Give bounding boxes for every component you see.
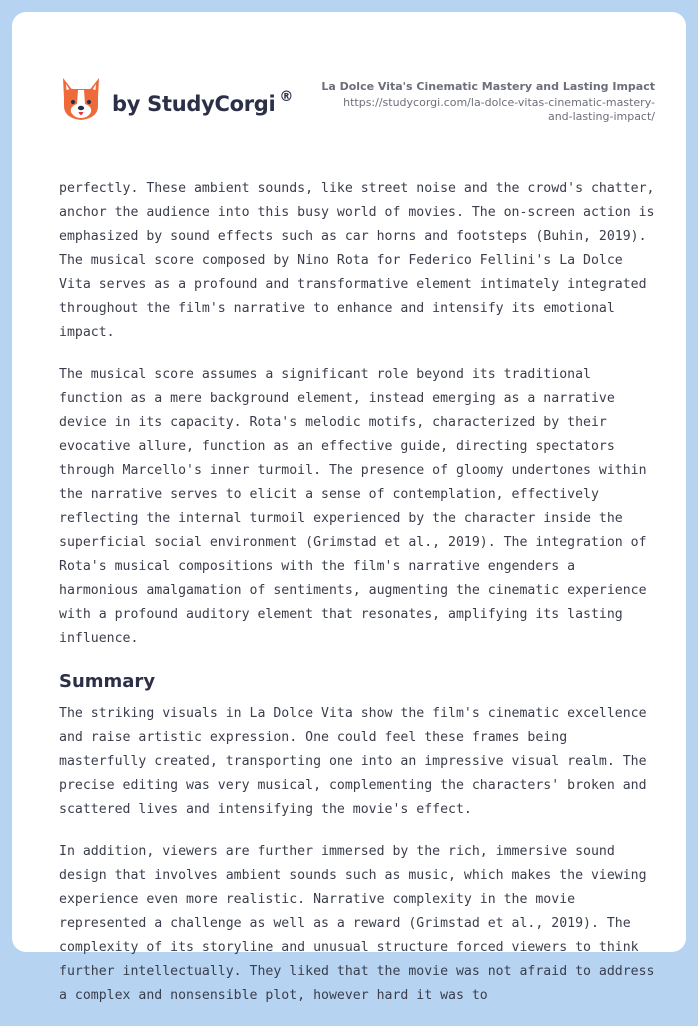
studycorgi-logo[interactable]	[60, 76, 293, 124]
brand-text: by StudyCorgi	[112, 91, 276, 116]
section-heading-summary: Summary	[59, 671, 156, 692]
body-paragraph: perfectly. These ambient sounds, like street noise and the crowd's chatter, anchor the audience into this busy world of movies. The on-screen action is emphasized by sound effects such as car horns and footsteps (Buhin, 2019). The musical score composed by Nino Rota for Federico Fellini's La Dolce Vita serves as a profound and transformative element intimately integrated throughout the film's narrative to enhance and intensify its emotional impact.	[59, 181, 655, 340]
body-paragraph: The musical score assumes a significant role beyond its traditional function as a mere background element, instead emerging as a narrative device in its capacity. Rota's melodic motifs, characterized by their evocative allure, function as an effective guide, directing spectators through Marcello's inner turmoil. The presence of gloomy undertones within the narrative serves to elicit a sense of contemplation, effectively reflecting the internal turmoil experienced by the character inside the superficial social environment (Grimstad et al., 2019). The integration of Rota's musical compositions with the film's narrative engenders a harmonious amalgamation of sentiments, augmenting the cinematic experience with a profound auditory element that resonates, amplifying its lasting influence.	[59, 367, 647, 646]
document-url-line-1: https://studycorgi.com/la-dolce-vitas-cinematic-mastery-	[343, 96, 655, 109]
document-body	[59, 177, 659, 1026]
document-title: La Dolce Vita's Cinematic Mastery and Lasting Impact	[321, 80, 655, 93]
brand-name	[112, 89, 293, 116]
page-header	[12, 12, 686, 152]
registered-mark: ®	[279, 88, 294, 105]
document-meta	[315, 80, 655, 124]
corgi-icon	[60, 76, 102, 124]
document-url-line-2: and-lasting-impact/	[547, 110, 655, 123]
summary-paragraph: The striking visuals in La Dolce Vita show the film's cinematic excellence and raise artistic expression. One could feel these frames being masterfully created, transporting one into an impressive visual realm. The precise editing was very musical, complementing the characters' broken and scattered lives and intensifying the movie's effect.	[59, 706, 647, 817]
document-page	[12, 12, 686, 1003]
document-url[interactable]	[315, 96, 655, 124]
summary-paragraph: In addition, viewers are further immersed by the rich, immersive sound design that involves ambient sounds such as music, which makes the viewing experience even more realistic. Narrative complexity in the movie represented a challenge as well as a reward (Grimstad et al., 2019). The complexity of its storyline and unusual structure forced viewers to think further intellectually. They liked that the movie was not afraid to address a complex and nonsensible plot, however hard it was to	[59, 844, 655, 1003]
